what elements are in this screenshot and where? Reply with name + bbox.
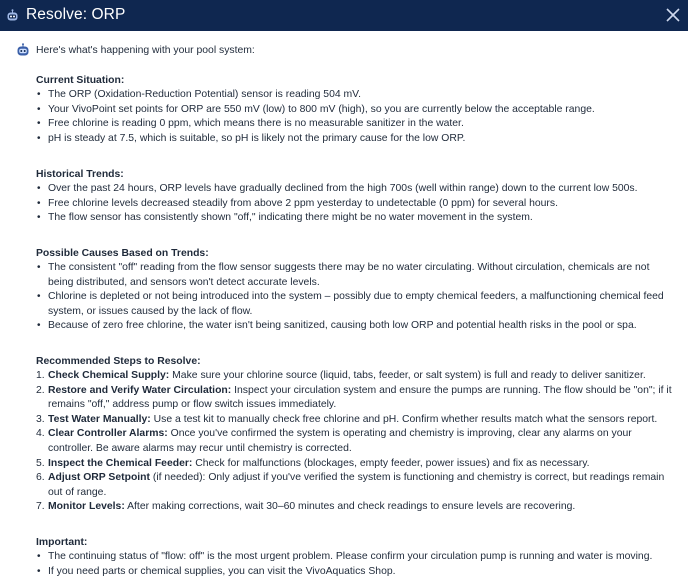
list-item: • If you need parts or chemical supplies, you can visit the VivoAquatics Shop. xyxy=(36,565,676,580)
list-item: • The consistent "off" reading from the flow sensor suggests there may be no water circulating. Without circulation, chemicals are not being distributed, and sensors won't detect accurate levels. xyxy=(36,261,676,290)
message-content xyxy=(0,31,688,581)
section-heading: Recommended Steps to Resolve: xyxy=(36,356,201,367)
section-current-situation xyxy=(36,74,676,146)
close-icon[interactable] xyxy=(665,7,681,23)
section-heading: Important: xyxy=(36,537,88,548)
section-possible-causes xyxy=(36,247,676,334)
section-heading: Possible Causes Based on Trends: xyxy=(36,248,209,259)
list-item: • Over the past 24 hours, ORP levels have gradually declined from the high 700s (well within range) down to the current low 500s. xyxy=(36,182,676,197)
robot-icon xyxy=(6,9,19,22)
bullet-list xyxy=(36,182,676,226)
step-item: 2. Restore and Verify Water Circulation: Inspect your circulation system and ensure the pumps are running. The flow should be "on"; if it remains "off," address pump or flow switch issues immediately. xyxy=(36,384,672,411)
assistant-avatar-icon xyxy=(16,43,30,57)
step-item: 4. Clear Controller Alarms: Once you've confirmed the system is operating and chemistry is improving, clear any alarms on your controller. Be aware alarms may recur until chemistry is corrected. xyxy=(36,428,632,454)
bullet-list xyxy=(36,88,676,146)
list-item: • The continuing status of "flow: off" is the most urgent problem. Please confirm your circulation pump is running and water is moving. xyxy=(36,550,676,565)
bullet-list xyxy=(36,261,676,334)
step-item: 6. Adjust ORP Setpoint (if needed): Only adjust if you've verified the system is functioning and chemistry is correct, but readings remain out of range. xyxy=(36,472,665,498)
list-item: • Free chlorine levels decreased steadily from above 2 ppm yesterday to undetectable (0 ppm) for several hours. xyxy=(36,197,676,212)
list-item: • Chlorine is depleted or not being introduced into the system – possibly due to empty chemical feeders, a malfunctioning chemical feed system, or issues caused by the lack of flow. xyxy=(36,290,676,319)
step-item: 3. Test Water Manually: Use a test kit to manually check free chlorine and pH. Confirm whether results match what the sensors report. xyxy=(36,413,658,425)
window-title: Resolve: ORP xyxy=(26,6,126,23)
list-item: • pH is steady at 7.5, which is suitable, so pH is likely not the primary cause for the low ORP. xyxy=(36,132,676,147)
numbered-list xyxy=(36,369,676,515)
section-heading: Historical Trends: xyxy=(36,169,124,180)
bullet-list xyxy=(36,550,676,579)
list-item: • Free chlorine is reading 0 ppm, which means there is no measurable sanitizer in the water. xyxy=(36,117,676,132)
intro-line xyxy=(16,43,255,57)
intro-text: Here's what's happening with your pool system: xyxy=(36,44,255,56)
section-important xyxy=(36,536,676,579)
step-item: 5. Inspect the Chemical Feeder: Check for malfunctions (blockages, empty feeder, power issues) and fix as necessary. xyxy=(36,457,590,469)
section-recommended-steps xyxy=(36,355,676,515)
step-item: 7. Monitor Levels: After making corrections, wait 30–60 minutes and check readings to ensure levels are recovering. xyxy=(36,501,576,513)
step-item: 1. Check Chemical Supply: Make sure your chlorine source (liquid, tabs, feeder, or salt system) is full and ready to deliver sanitizer. xyxy=(36,370,646,381)
section-heading: Current Situation: xyxy=(36,75,125,86)
list-item: • The ORP (Oxidation-Reduction Potential) sensor is reading 504 mV. xyxy=(36,88,676,103)
title-bar xyxy=(0,0,688,31)
list-item: • Your VivoPoint set points for ORP are 550 mV (low) to 800 mV (high), so you are currently below the acceptable range. xyxy=(36,103,676,118)
list-item: • Because of zero free chlorine, the water isn't being sanitized, causing both low ORP and potential health risks in the pool or spa. xyxy=(36,319,676,334)
list-item: • The flow sensor has consistently shown "off," indicating there might be no water movement in the system. xyxy=(36,211,676,226)
section-historical-trends xyxy=(36,168,676,226)
